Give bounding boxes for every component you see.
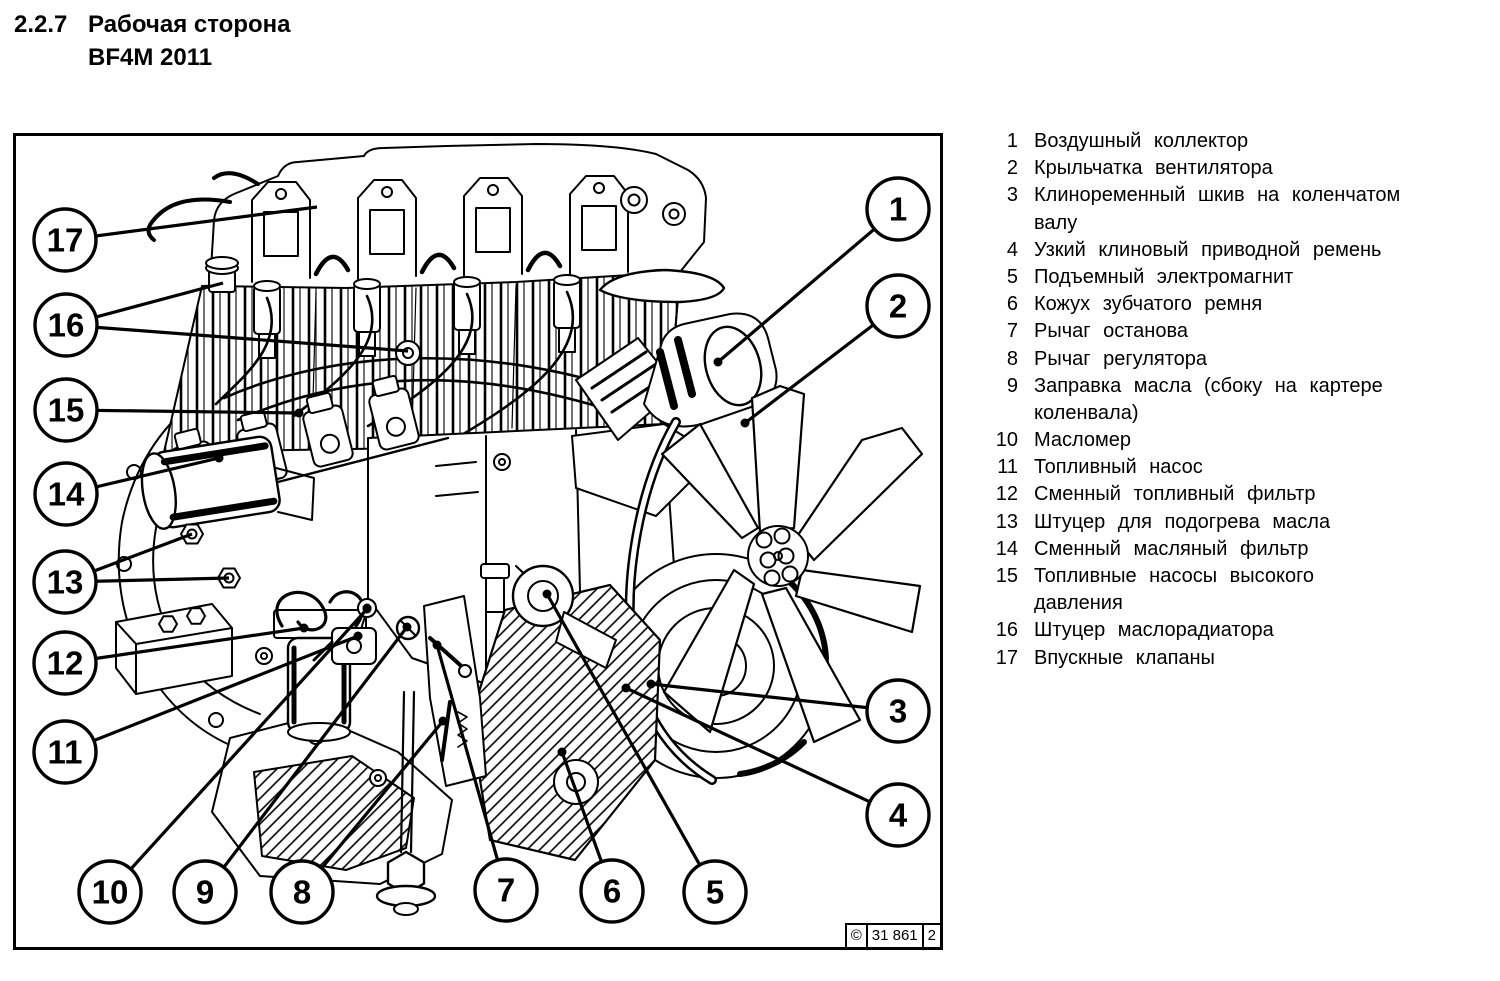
leader-dot xyxy=(354,632,363,641)
legend-item-continuation xyxy=(988,400,1400,427)
legend-item xyxy=(988,346,1400,373)
leader-dot xyxy=(558,748,567,757)
legend-item-number: 11 xyxy=(997,456,1018,479)
legend-item-text: Рычаг регулятора xyxy=(1034,347,1208,370)
engine-line-art xyxy=(116,144,922,915)
svg-text:11: 11 xyxy=(47,733,83,771)
legend-item xyxy=(988,645,1400,672)
legend-item-number: 6 xyxy=(1006,293,1018,316)
svg-text:1: 1 xyxy=(888,190,908,228)
leader-dot xyxy=(300,624,309,633)
legend-item-number xyxy=(988,590,1018,617)
legend-item-number: 7 xyxy=(1006,320,1018,343)
callout-1 xyxy=(867,178,929,240)
leader-dot xyxy=(363,605,372,614)
legend-item-text: Штуцер маслорадиатора xyxy=(1034,619,1274,642)
svg-text:6: 6 xyxy=(602,872,622,910)
leader-dot xyxy=(543,590,552,599)
svg-text:10: 10 xyxy=(91,873,129,911)
legend-item-text: Воздушный коллектор xyxy=(1034,130,1249,152)
leader-dot xyxy=(647,680,656,689)
legend-item xyxy=(988,128,1400,155)
legend-item-text: Заправка масла (сбоку на картере xyxy=(1034,374,1383,397)
legend-item-text: Топливные насосы высокого xyxy=(1034,565,1315,587)
legend xyxy=(988,128,1400,672)
svg-text:3: 3 xyxy=(888,692,908,730)
legend-item-text: Кожух зубчатого ремня xyxy=(1034,293,1263,316)
legend-item-number: 9 xyxy=(1006,374,1018,397)
callout-16 xyxy=(35,294,97,356)
legend-item xyxy=(988,481,1400,508)
callout-12 xyxy=(34,632,96,694)
leader-dot xyxy=(714,358,723,367)
legend-item xyxy=(988,237,1400,264)
legend-item-number: 16 xyxy=(995,619,1018,642)
svg-text:12: 12 xyxy=(46,644,84,682)
legend-item xyxy=(988,427,1400,454)
svg-text:17: 17 xyxy=(46,221,84,259)
legend-item-continuation xyxy=(988,210,1400,237)
legend-item xyxy=(988,291,1400,318)
copyright-symbol: © xyxy=(850,927,862,944)
leader-dot xyxy=(741,419,750,428)
leader-line xyxy=(718,209,898,362)
legend-item-number: 15 xyxy=(995,565,1018,587)
legend-item-text: давления xyxy=(1034,592,1123,615)
legend-item-text: Клиноременный шкив на коленчатом xyxy=(1034,184,1401,207)
svg-text:2: 2 xyxy=(888,287,908,325)
engine-illustration xyxy=(16,136,940,947)
legend-item-text: Штуцер для подогрева масла xyxy=(1034,510,1331,533)
legend-item-text: Сменный масляный фильтр xyxy=(1034,537,1309,560)
callout-3 xyxy=(867,680,929,742)
legend-item-number: 4 xyxy=(1006,238,1018,261)
legend-item xyxy=(988,318,1400,345)
svg-text:7: 7 xyxy=(496,871,516,909)
legend-item xyxy=(988,454,1400,481)
legend-item xyxy=(988,563,1400,590)
legend-item-number: 10 xyxy=(995,429,1018,452)
callout-5 xyxy=(684,861,746,923)
callout-15 xyxy=(35,379,97,441)
legend-item-continuation xyxy=(988,590,1400,617)
legend-item xyxy=(988,617,1400,644)
legend-item-text: Топливный насос xyxy=(1034,456,1203,479)
leader-dot xyxy=(433,641,442,650)
legend-item-number: 8 xyxy=(1006,347,1018,370)
svg-text:16: 16 xyxy=(47,306,85,344)
svg-text:15: 15 xyxy=(47,391,85,429)
legend-item-text: валу xyxy=(1034,211,1078,234)
legend-item-number: 3 xyxy=(1006,184,1018,207)
callout-8 xyxy=(271,861,333,923)
callout-11 xyxy=(34,721,96,783)
legend-item-text: Сменный топливный фильтр xyxy=(1034,483,1316,506)
callout-6 xyxy=(581,860,643,922)
legend-item xyxy=(988,155,1400,182)
svg-text:8: 8 xyxy=(292,873,312,911)
callout-4 xyxy=(867,784,929,846)
callout-7 xyxy=(475,859,537,921)
svg-text:9: 9 xyxy=(195,873,215,911)
legend-item-text: Рычаг останова xyxy=(1034,320,1188,343)
section-title: Рабочая сторона xyxy=(88,11,291,38)
drawing-revision: 2 xyxy=(922,925,940,947)
legend-item-number: 2 xyxy=(1006,157,1018,180)
svg-text:14: 14 xyxy=(47,475,85,513)
svg-text:5: 5 xyxy=(705,873,725,911)
legend-item-number: 5 xyxy=(1006,265,1018,288)
legend-item-text: коленвала) xyxy=(1034,401,1139,424)
legend-item-number xyxy=(988,210,1018,237)
callout-9 xyxy=(174,861,236,923)
legend-item xyxy=(988,182,1400,209)
callout-17 xyxy=(34,209,96,271)
leader-dot xyxy=(403,623,412,632)
engine-model: BF4M 2011 xyxy=(88,44,213,71)
legend-item-text: Узкий клиновый приводной ремень xyxy=(1034,238,1382,261)
leader-dot xyxy=(215,454,224,463)
section-number: 2.2.7 xyxy=(14,11,68,38)
legend-item-text: Подъемный электромагнит xyxy=(1034,265,1294,288)
legend-item-text: Крыльчатка вентилятора xyxy=(1034,157,1273,180)
legend-item-number: 13 xyxy=(995,510,1018,533)
legend-item-number: 14 xyxy=(995,537,1018,560)
leader-dot xyxy=(295,409,304,418)
legend-item-number: 12 xyxy=(995,483,1018,506)
svg-text:13: 13 xyxy=(46,563,84,601)
legend-item xyxy=(988,264,1400,291)
legend-item-number: 17 xyxy=(995,646,1018,669)
callout-2 xyxy=(867,275,929,337)
legend-item xyxy=(988,536,1400,563)
leader-dot xyxy=(439,717,448,726)
drawing-number: 31 861 xyxy=(866,925,922,947)
legend-item-text: Масломер xyxy=(1034,429,1132,452)
legend-item-number: 1 xyxy=(1006,130,1018,152)
leader-dot xyxy=(622,684,631,693)
callout-14 xyxy=(35,463,97,525)
legend-item-text: Впускные клапаны xyxy=(1034,646,1215,669)
legend-item xyxy=(988,373,1400,400)
callout-10 xyxy=(79,861,141,923)
svg-text:4: 4 xyxy=(888,796,908,834)
page-title xyxy=(14,8,291,74)
stamp-box xyxy=(845,923,940,947)
callout-13 xyxy=(34,551,96,613)
diagram-frame xyxy=(13,133,943,950)
legend-item xyxy=(988,509,1400,536)
legend-item-number xyxy=(988,400,1018,427)
